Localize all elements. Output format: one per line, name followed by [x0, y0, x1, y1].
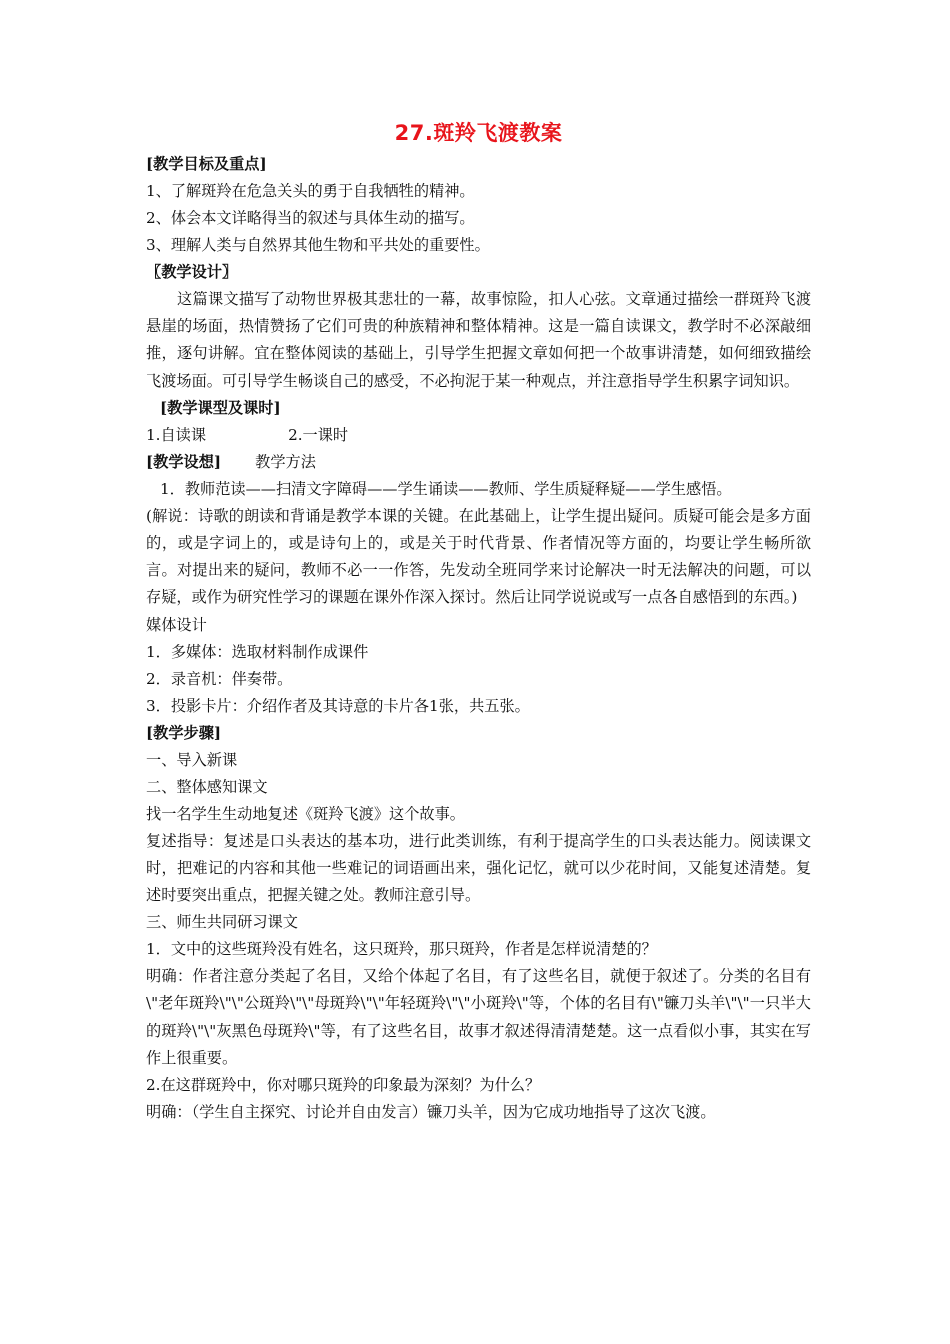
retell-task: 找一名学生生动地复述《斑羚飞渡》这个故事。 [146, 804, 465, 823]
plan-heading: [教学设想] [146, 452, 222, 471]
design-paragraph: 这篇课文描写了动物世界极其悲壮的一幕，故事惊险，扣人心弦。文章通过描绘一群斑羚飞渡悬崖的场面，热情赞扬了它们可贵的种族精神和整体精神。这是一篇自读课文，教学时不必深敲细推，逐句讲解。宜在整体阅读的基础上，引导学生把握文章如何把一个故事讲清楚，如何细致描绘飞渡场面。可引导学生畅谈自己的感受，不必拘泥于某一种观点，并注意指导学生积累字词知识。 [146, 290, 811, 390]
media-item-3: 3．投影卡片：介绍作者及其诗意的卡片各1张，共五张。 [146, 696, 530, 715]
question-2: 2.在这群斑羚中，你对哪只斑羚的印象最为深刻？为什么？ [146, 1076, 541, 1095]
steps-heading: [教学步骤] [146, 723, 222, 742]
document-title: 27.斑羚飞渡教案 [394, 121, 563, 145]
goal-item-1: 1、了解斑羚在危急关头的勇于自我牺牲的精神。 [146, 182, 475, 200]
method-explanation: (解说：诗歌的朗读和背诵是教学本课的关键。在此基础上，让学生提出疑问。质疑可能会是多方面的，或是字词上的，或是诗句上的，或是关于时代背景、作者情况等方面的，均要让学生畅所欲言。对提出来的疑问，教师不必一一作答，先发动全班同学来讨论解决一时无法解决的问题，可以存疑，或作为研究性学习的课题在课外作深入探讨。然后让同学说说或写一点各自感悟到的东西。) [146, 506, 811, 607]
lesson-hours-value: 2.一课时 [288, 425, 349, 444]
goals-heading: [教学目标及重点] [146, 155, 267, 173]
lesson-type-row [146, 422, 811, 449]
plan-heading-row [146, 449, 811, 476]
step-2: 二、整体感知课文 [146, 777, 268, 796]
media-heading: 媒体设计 [146, 615, 207, 634]
answer-2: 明确：（学生自主探究、讨论并自由发言）镰刀头羊，因为它成功地指导了这次飞渡。 [146, 1103, 716, 1122]
step-3: 三、师生共同研习课文 [146, 913, 298, 932]
document-page [146, 118, 811, 1126]
question-1: 1．文中的这些斑羚没有姓名，这只斑羚，那只斑羚，作者是怎样说清楚的？ [146, 940, 657, 959]
lesson-type-heading: [教学课型及课时] [160, 398, 281, 417]
method-label: 教学方法 [255, 452, 316, 471]
media-item-1: 1．多媒体：选取材料制作成课件 [146, 642, 369, 661]
step-1: 一、导入新课 [146, 750, 238, 769]
answer-1: 明确：作者注意分类起了名目，又给个体起了名目，有了这些名目，就便于叙述了。分类的名目有\"老年斑羚\"\"公斑羚\"\"母斑羚\"\"年轻斑羚\"\"小斑羚\"等，个体的名目有\"镰刀头羊\"\"一只半大的斑羚\"\"灰黑色母斑羚\"等，有了这些名目，故事才叙述得清清楚楚。这一点看似小事，其实在写作上很重要。 [146, 967, 811, 1067]
goal-item-3: 3、理解人类与自然界其他生物和平共处的重要性。 [146, 236, 490, 254]
goal-item-2: 2、体会本文详略得当的叙述与具体生动的描写。 [146, 209, 475, 227]
lesson-type-value: 1.自读课 [146, 425, 207, 444]
method-item-1: 1．教师范读——扫清文字障碍——学生诵读——教师、学生质疑释疑——学生感悟。 [160, 479, 732, 498]
media-item-2: 2．录音机：伴奏带。 [146, 669, 293, 688]
design-heading: 〖教学设计〗 [146, 263, 238, 281]
retell-guide: 复述指导：复述是口头表达的基本功，进行此类训练，有利于提高学生的口头表达能力。阅读课文时，把难记的内容和其他一些难记的词语画出来，强化记忆，就可以少花时间，又能复述清楚。复述时要突出重点，把握关键之处。教师注意引导。 [146, 831, 811, 905]
